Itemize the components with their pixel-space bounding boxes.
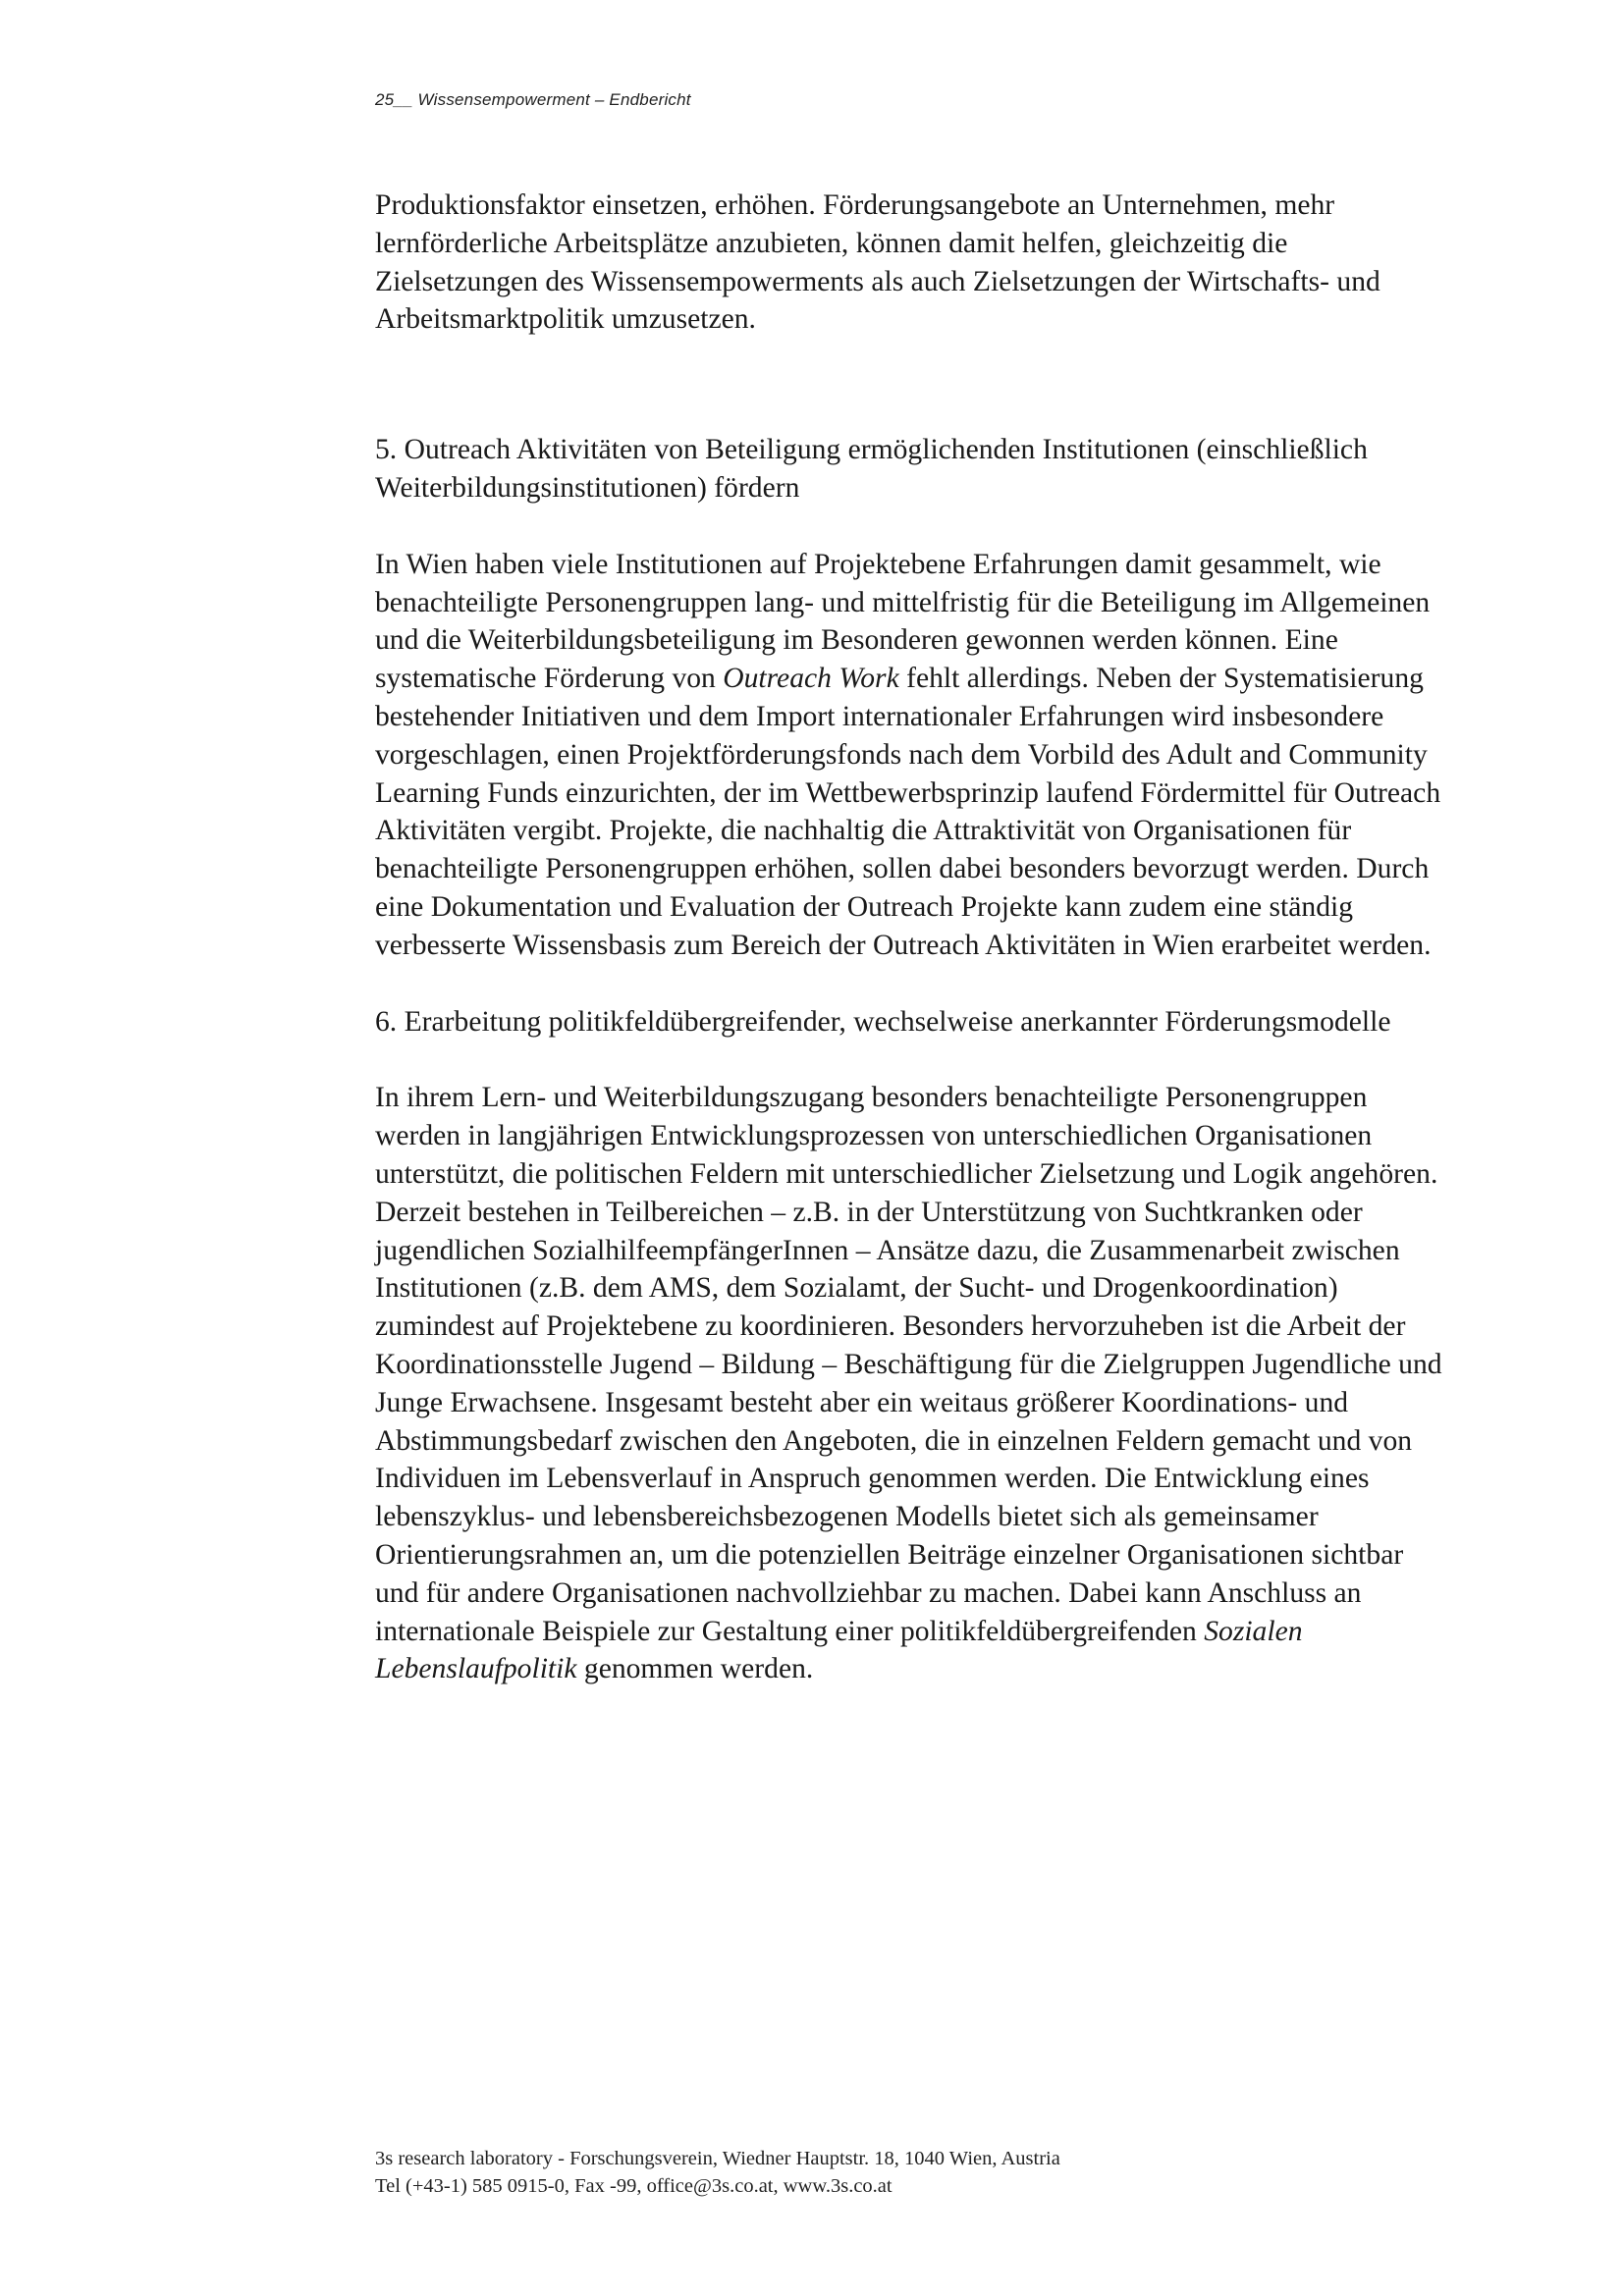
spacer: [375, 339, 1445, 431]
section-5-text-part2: fehlt allerdings. Neben der Systematisierung bestehender Initiativen und dem Import internationaler Erfahrungen wird insbesondere vorgeschlagen, einen Projektförderungsfonds nach dem Vorbild des Adult and Community Learning Funds einzurichten, der im Wettbewerbsprinzip laufend Fördermittel für Outreach Aktivitäten vergibt. Projekte, die nachhaltig die Attraktivität von Organisationen für benachteiligte Personengruppen erhöhen, sollen dabei besonders bevorzugt werden. Durch eine Dokumentation und Evaluation der Outreach Projekte kann zudem eine ständig verbesserte Wissensbasis zum Bereich der Outreach Aktivitäten in Wien erarbeitet werden.: [375, 663, 1441, 961]
section-5-heading: 5. Outreach Aktivitäten von Beteiligung ermöglichenden Institutionen (einschließlich Weiterbildungsinstitutionen) fördern: [375, 434, 1368, 504]
footer-contact: Tel (+43-1) 585 0915-0, Fax -99, office@3s.co.at, www.3s.co.at: [375, 2175, 893, 2197]
section-5-paragraph: [375, 546, 1445, 965]
spacer: [375, 1041, 1445, 1079]
section-6-text-part2: genommen werden.: [576, 1653, 814, 1685]
footer-address: 3s research laboratory - Forschungsverein, Wiedner Hauptstr. 18, 1040 Wien, Austria: [375, 2148, 1060, 2169]
spacer: [375, 507, 1445, 546]
intro-paragraph: Produktionsfaktor einsetzen, erhöhen. Förderungsangebote an Unternehmen, mehr lernförderliche Arbeitsplätze anzubieten, können damit helfen, gleichzeitig die Zielsetzungen des Wissensempowerments als auch Zielsetzungen der Wirtschafts- und Arbeitsmarktpolitik umzusetzen.: [375, 189, 1380, 336]
section-6-heading: 6. Erarbeitung politikfeldübergreifender, wechselweise anerkannter Förderungsmodelle: [375, 1005, 1391, 1038]
section-6-emphasis: Sozialen Lebenslaufpolitik: [375, 1615, 1303, 1685]
section-5-text-part1: In Wien haben viele Institutionen auf Projektebene Erfahrungen damit gesammelt, wie benachteiligte Personengruppen lang- und mittelfristig für die Beteiligung im Allgemeinen und die Weiterbildungsbeteiligung im Besonderen gewonnen werden können. Eine systematische Förderung von: [375, 548, 1431, 695]
section-6-paragraph: [375, 1079, 1445, 1688]
section-5-emphasis: Outreach Work: [723, 663, 899, 695]
running-header: 25__ Wissensempowerment – Endbericht: [375, 90, 691, 109]
main-content: [375, 187, 1445, 1688]
spacer: [375, 965, 1445, 1003]
page-footer: [375, 2145, 1060, 2200]
section-6-text-part1: In ihrem Lern- und Weiterbildungszugang besonders benachteiligte Personengruppen werden in langjährigen Entwicklungsprozessen von unterschiedlichen Organisationen unterstützt, die politischen Feldern mit unterschiedlicher Zielsetzung und Logik angehören. Derzeit bestehen in Teilbereichen – z.B. in der Unterstützung von Suchtkranken oder jugendlichen SozialhilfeempfängerInnen – Ansätze dazu, die Zusammenarbeit zwischen Institutionen (z.B. dem AMS, dem Sozialamt, der Sucht- und Drogenkoordination) zumindest auf Projektebene zu koordinieren. Besonders hervorzuheben ist die Arbeit der Koordinationsstelle Jugend – Bildung – Beschäftigung für die Zielgruppen Jugendliche und Junge Erwachsene. Insgesamt besteht aber ein weitaus größerer Koordinations- und Abstimmungsbedarf zwischen den Angeboten, die in einzelnen Feldern gemacht und von Individuen im Lebensverlauf in Anspruch genommen werden. Die Entwicklung eines lebenszyklus- und lebensbereichsbezogenen Modells bietet sich als gemeinsamer Orientierungsrahmen an, um die potenziellen Beiträge einzelner Organisationen sichtbar und für andere Organisationen nachvollziehbar zu machen. Dabei kann Anschluss an internationale Beispiele zur Gestaltung einer politikfeldübergreifenden: [375, 1082, 1442, 1647]
